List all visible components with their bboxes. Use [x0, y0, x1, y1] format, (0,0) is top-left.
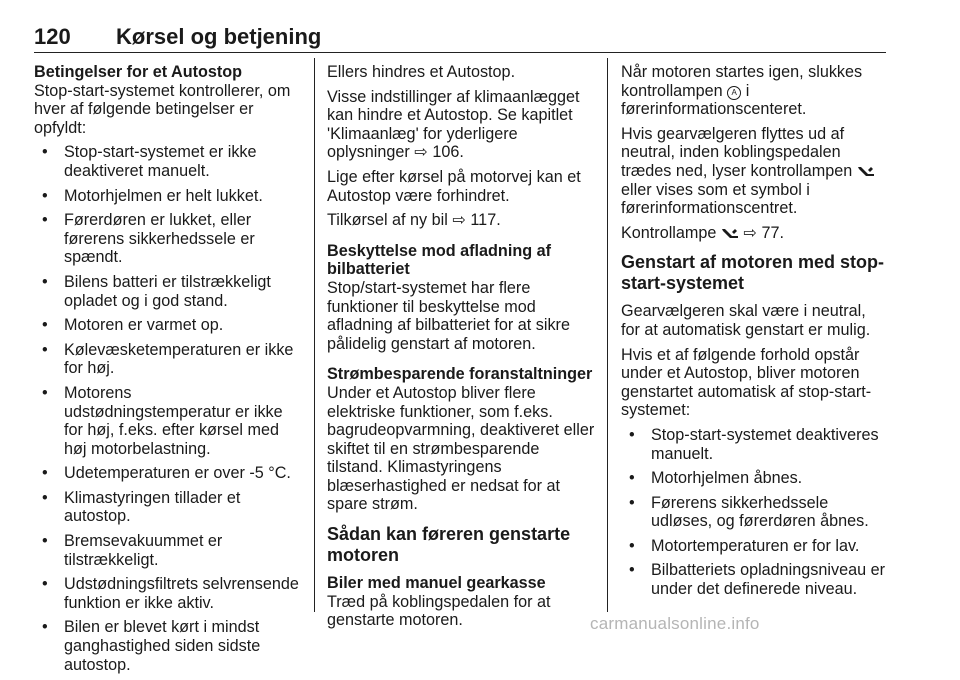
- page-header: [34, 14, 886, 53]
- list-item: • Motortemperaturen er for lav.: [621, 537, 889, 556]
- restart-condition-list: [621, 426, 889, 599]
- list-item: • Bilens batteri er tilstrækkeligt opladet og i god stand.: [34, 273, 302, 310]
- condition-list: [34, 143, 302, 674]
- chapter-title: Kørsel og betjening: [116, 24, 322, 49]
- column-divider: [314, 58, 315, 612]
- list-item: • Klimastyringen tillader et autostop.: [34, 489, 302, 526]
- list-item: • Udstødningsfiltrets selvrensende funktion er ikke aktiv.: [34, 575, 302, 612]
- list-item: • Udetemperaturen er over -5 °C.: [34, 464, 302, 483]
- page-number: 120: [34, 24, 71, 49]
- paragraph: Når motoren startes igen, slukkes kontrollampen A i førerinformationscenteret.: [621, 63, 863, 119]
- column-right: [621, 63, 889, 605]
- subheading-manual: Biler med manuel gearkasse: [327, 574, 546, 593]
- paragraph: Ellers hindres et Autostop.: [327, 63, 516, 81]
- list-item: • Kølevæsketemperaturen er ikke for høj.: [34, 341, 302, 378]
- subheading-power-saving: Strømbesparende foranstaltninger: [327, 365, 593, 384]
- clutch-pedal-icon: [721, 227, 739, 239]
- list-item: • Førerdøren er lukket, eller førerens sikkerhedssele er spændt.: [34, 211, 302, 267]
- autostop-indicator-icon: A: [727, 86, 741, 100]
- paragraph: Kontrollampe ⇨ 77.: [621, 223, 784, 242]
- list-item: • Bremsevakuummet er tilstrækkeligt.: [34, 532, 302, 569]
- paragraph: Hvis et af følgende forhold opstår under et Autostop, bliver motoren genstartet automatisk af stop-start-systemet:: [621, 345, 872, 420]
- clutch-pedal-icon: [857, 165, 875, 177]
- paragraph: Stop-start-systemet kontrollerer, om hver af følgende betingelser er opfyldt:: [34, 81, 291, 137]
- watermark: carmanualsonline.info: [590, 614, 760, 633]
- section-heading-auto-restart: Genstart af motoren med stop-start-systemet: [621, 252, 885, 294]
- paragraph: Hvis gearvælgeren flyttes ud af neutral, inden koblingspedalen trædes ned, lyser kontrollampen eller vises som et symbol i førerinformationscentret.: [621, 125, 889, 218]
- paragraph: Visse indstillinger af klimaanlægget kan hindre et Autostop. Se kapitlet 'Klimaanlæg' for yderligere oplysninger ⇨ 106.: [327, 87, 580, 162]
- paragraph: Gearvælgeren skal være i neutral, for at automatisk genstart er mulig.: [621, 302, 871, 339]
- subheading-battery: Beskyttelse mod afladning af bilbatteriet: [327, 241, 551, 279]
- paragraph: Stop/start-systemet har flere funktioner til beskyttelse mod afladning af bilbatteriet for at sikre pålidelig genstart af motoren.: [327, 278, 570, 353]
- column-divider: [607, 58, 608, 612]
- list-item: • Motoren er varmet op.: [34, 316, 302, 335]
- list-item: • Motorens udstødningstemperatur er ikke for høj, f.eks. efter kørsel med høj motorbelastning.: [34, 384, 302, 458]
- list-item: • Førerens sikkerhedssele udløses, og førerdøren åbnes.: [621, 494, 889, 531]
- list-item: • Motorhjelmen er helt lukket.: [34, 187, 302, 206]
- paragraph: Træd på koblingspedalen for at genstarte motoren.: [327, 592, 551, 630]
- list-item: • Motorhjelmen åbnes.: [621, 469, 889, 488]
- section-heading: Betingelser for et Autostop: [34, 63, 243, 81]
- list-item: • Stop-start-systemet er ikke deaktiveret manuelt.: [34, 143, 302, 180]
- column-left: [34, 63, 302, 680]
- list-item: • Bilen er blevet kørt i mindst ganghastighed siden sidste autostop.: [34, 618, 302, 674]
- section-heading-restart: Sådan kan føreren genstarte motoren: [327, 524, 571, 566]
- paragraph: Under et Autostop bliver flere elektriske funktioner, som f.eks. bagrudeopvarmning, deaktiveret eller skiftet til en strømbesparende tilstand. Klimastyringens blæserhastighed er nedsat for at spare strøm.: [327, 383, 595, 514]
- paragraph: Tilkørsel af ny bil ⇨ 117.: [327, 211, 501, 230]
- list-item: • Stop-start-systemet deaktiveres manuelt.: [621, 426, 889, 463]
- paragraph: Lige efter kørsel på motorvej kan et Autostop være forhindret.: [327, 167, 581, 205]
- list-item: • Bilbatteriets opladningsniveau er under det definerede niveau.: [621, 561, 889, 598]
- column-middle: [327, 63, 595, 636]
